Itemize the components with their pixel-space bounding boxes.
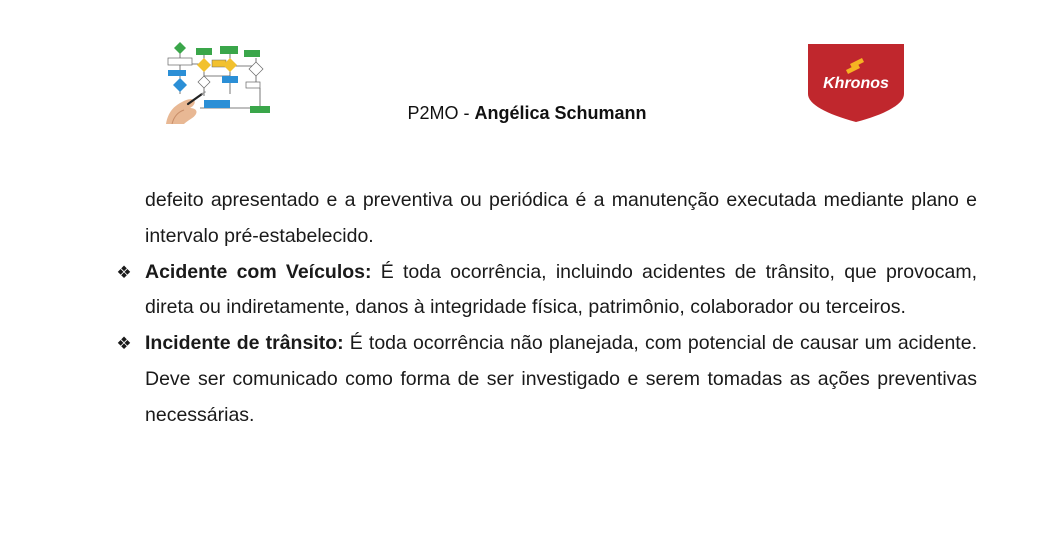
diamond-bullet-icon: ❖: [116, 262, 132, 282]
diamond-bullet-icon: ❖: [116, 334, 132, 354]
item-term: Acidente com Veículos:: [145, 260, 372, 283]
header-title-prefix: P2MO -: [407, 103, 475, 123]
header-author-name: Angélica Schumann: [474, 103, 647, 123]
continuation-paragraph: defeito apresentado e a preventiva ou periódica é a manutenção executada mediante plano e intervalo pré-estabelecido.: [145, 189, 977, 247]
khronos-logo-text: Khronos: [823, 75, 889, 92]
item-description: É toda ocorrência não planejada, com potencial de causar um acidente. Deve ser comunicado como forma de ser investigado e serem tomadas as ações preventivas necessárias.: [145, 332, 977, 426]
item-description: É toda ocorrência, incluindo acidentes de trânsito, que provocam, direta ou indiretamente, danos à integridade física, patrimônio, colaborador ou terceiros.: [145, 260, 977, 319]
page-header-title: [0, 103, 1054, 124]
list-item: [112, 255, 977, 327]
item-term: Incidente de trânsito:: [145, 332, 344, 355]
document-body: [112, 183, 977, 434]
list-item: [112, 326, 977, 433]
